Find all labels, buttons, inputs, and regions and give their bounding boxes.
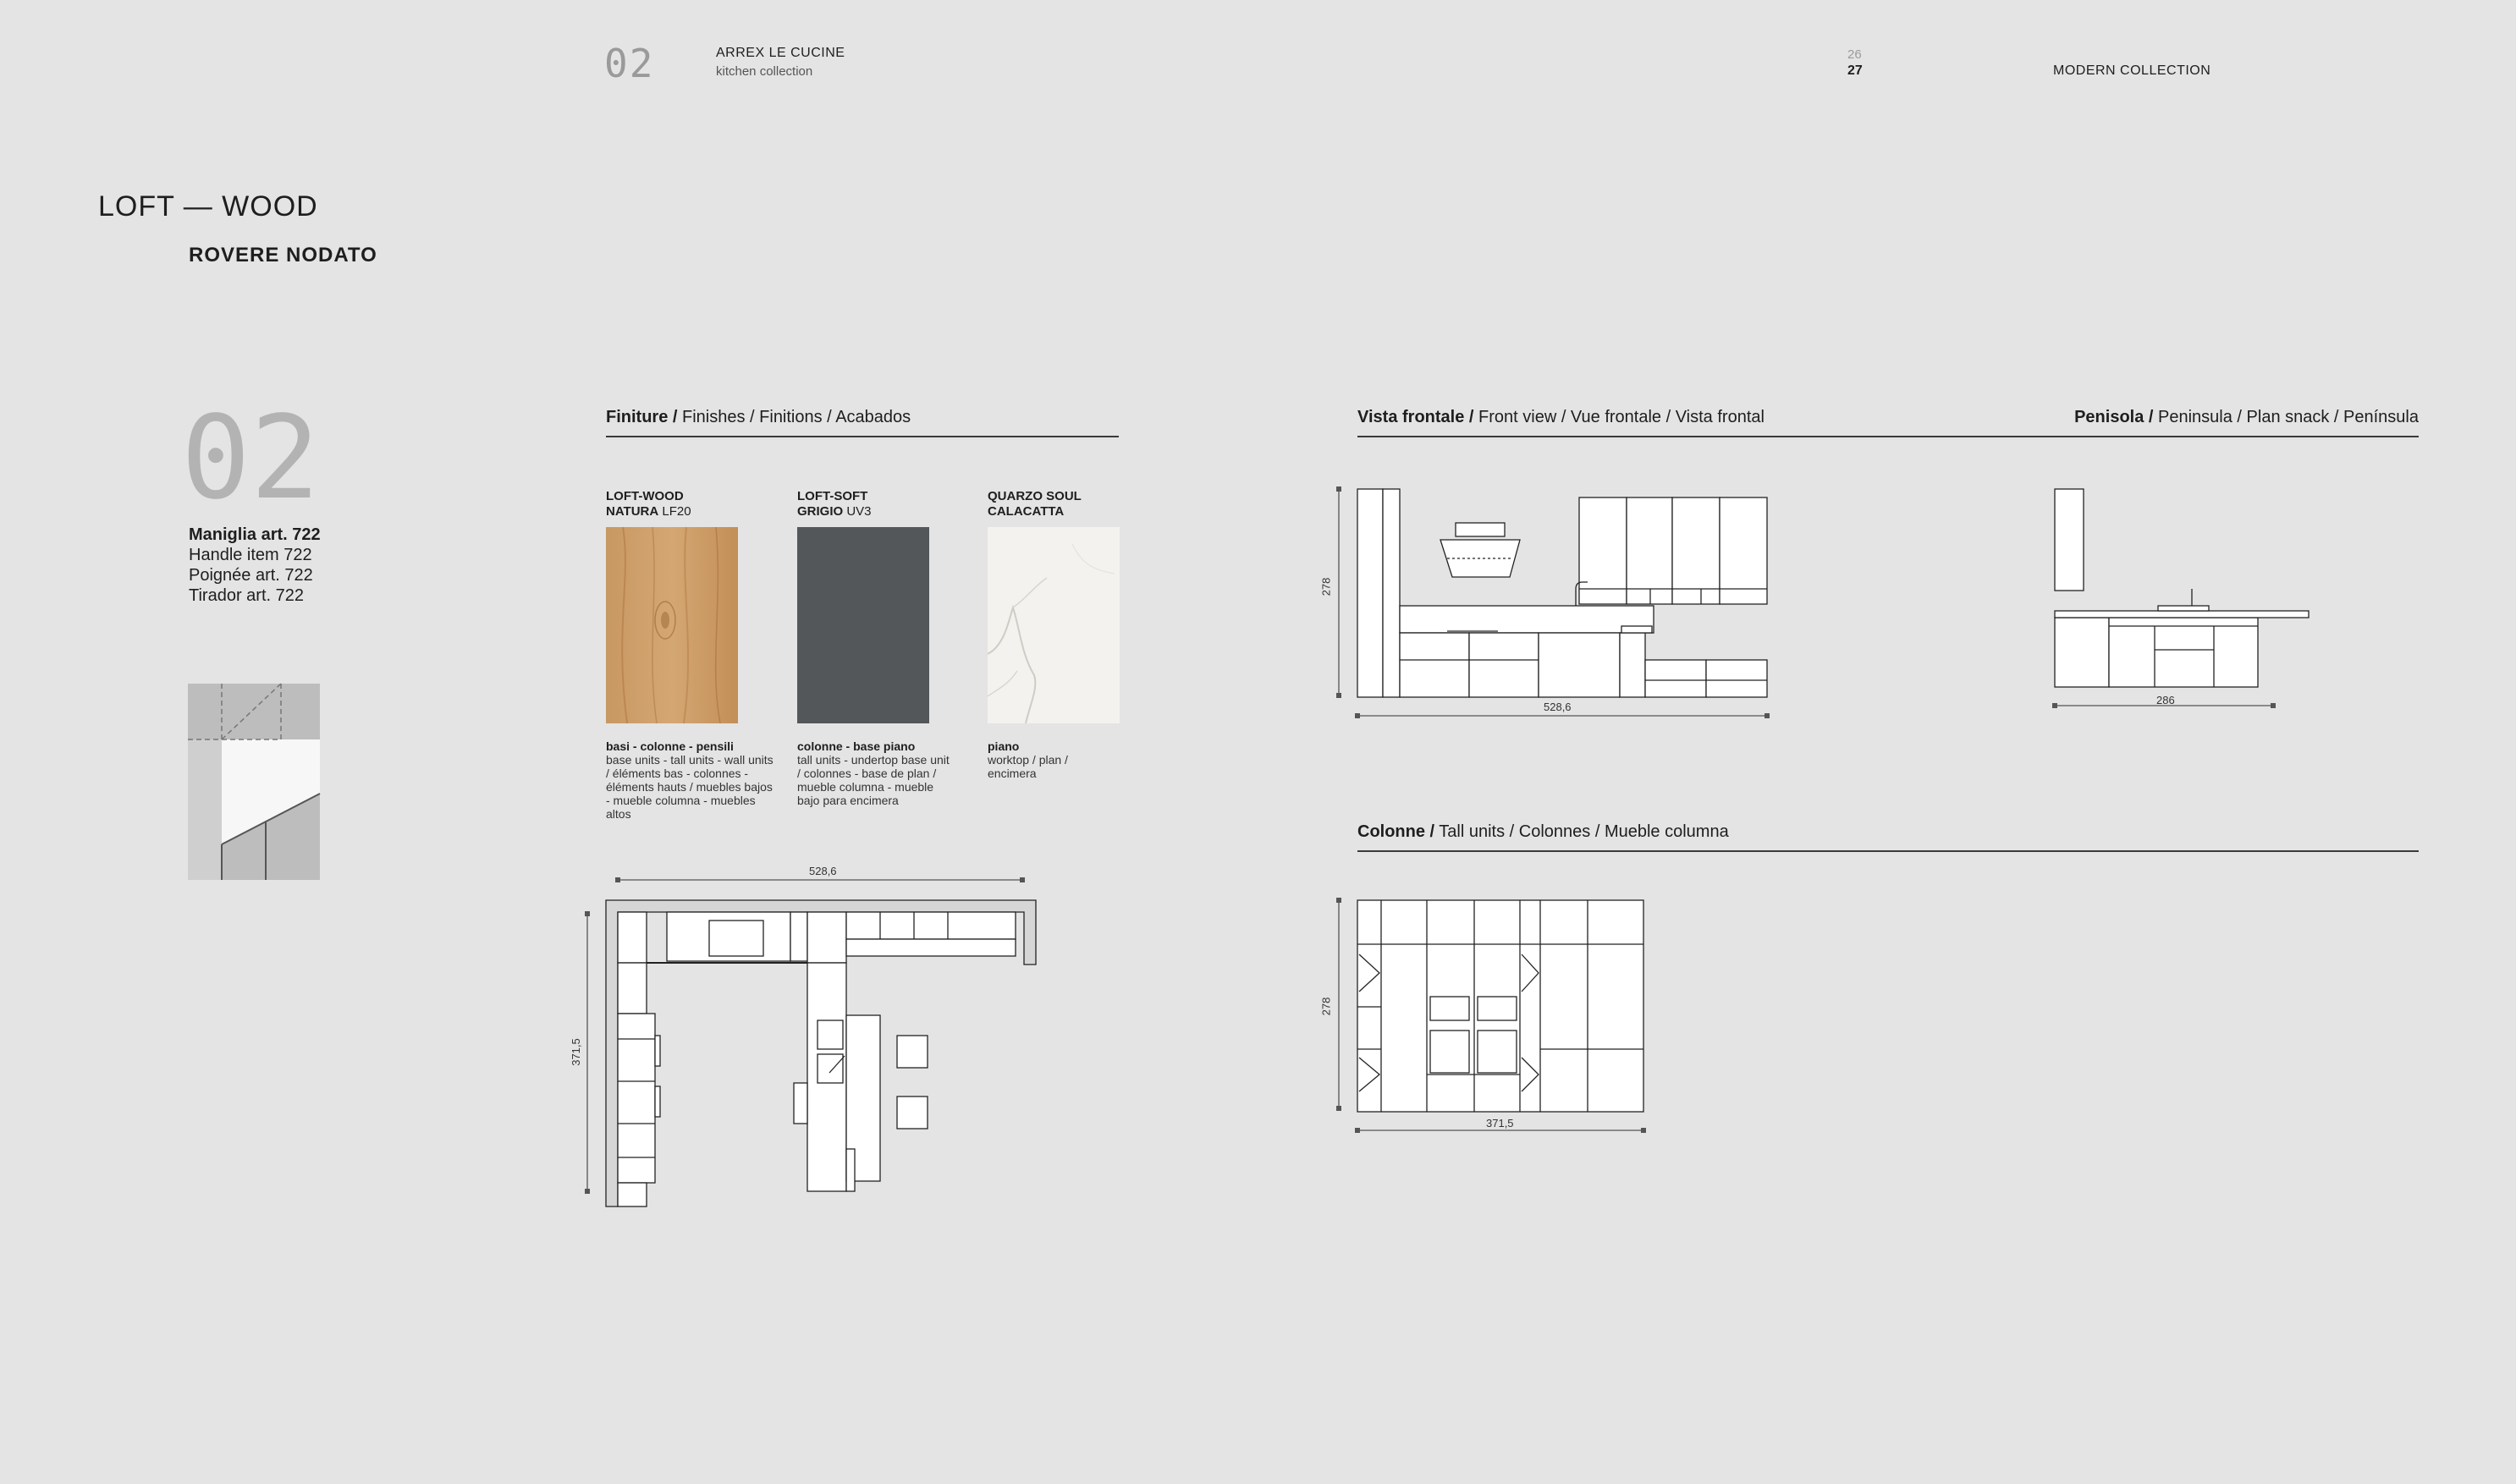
finishes-heading-bold: Finiture / (606, 408, 678, 426)
finish-name-bold: GRIGIO (797, 504, 844, 519)
section-number: 02 (604, 41, 655, 86)
finish-desc-bold: piano (988, 739, 1020, 753)
finish-desc-bold: colonne - base piano (797, 739, 916, 753)
front-view-heading (1357, 408, 2043, 437)
plan-view-drawing (575, 870, 1049, 1208)
finish-name: QUARZO SOUL (988, 489, 1082, 503)
finish-desc-grey (797, 739, 950, 807)
page-number-left: 26 (1847, 47, 1862, 62)
page-subtitle: ROVERE NODATO (189, 244, 377, 267)
quartz-swatch (988, 527, 1120, 723)
handle-detail-illustration (188, 684, 320, 880)
peninsula-width-dim: 286 (2156, 694, 2175, 706)
front-width-dim: 528,6 (1544, 701, 1572, 713)
variant-number: 02 (181, 392, 320, 525)
tall-width-dim: 371,5 (1486, 1117, 1514, 1129)
finish-desc-text: tall units - undertop base unit / colonnes - base de plan / mueble columna - mueble bajo para encimera (797, 753, 950, 807)
finish-name-bold: NATURA (606, 504, 659, 519)
collection-label: MODERN COLLECTION (2053, 63, 2211, 78)
finish-desc-wood (606, 739, 775, 821)
handle-line: Poignée art. 722 (189, 566, 313, 585)
finish-label-quartz (988, 489, 1082, 519)
page-number-right: 27 (1847, 63, 1863, 78)
finishes-heading (606, 408, 1119, 437)
plan-depth-dim: 371,5 (569, 1038, 582, 1066)
handle-primary: Maniglia art. 722 (189, 525, 321, 544)
wood-swatch (606, 527, 738, 723)
grey-swatch (797, 527, 929, 723)
brand-subtitle: kitchen collection (716, 64, 813, 79)
finish-desc-text: base units - tall units - wall units / éléments bas - colonnes - éléments hauts / muebles bajos - mueble columna - muebles altos (606, 753, 774, 821)
finish-label-wood (606, 489, 691, 519)
front-height-dim: 278 (1319, 577, 1333, 596)
peninsula-drawing (2040, 482, 2310, 728)
front-view-heading-bold: Vista frontale / (1357, 408, 1474, 426)
page-title: LOFT — WOOD (98, 190, 318, 223)
handle-line: Handle item 722 (189, 546, 312, 564)
handle-line: Tirador art. 722 (189, 586, 304, 605)
front-view-heading-rest: Front view / Vue frontale / Vista frontal (1473, 408, 1765, 426)
finishes-heading-rest: Finishes / Finitions / Acabados (677, 408, 911, 426)
brand-name: ARREX LE CUCINE (716, 46, 845, 60)
finish-desc-bold: basi - colonne - pensili (606, 739, 734, 753)
finish-name: LOFT-WOOD (606, 489, 684, 503)
finish-desc-quartz (988, 739, 1089, 780)
finish-name-bold: CALACATTA (988, 504, 1065, 519)
finish-code: UV3 (843, 504, 872, 519)
finish-label-grey (797, 489, 872, 519)
tall-units-heading-rest: Tall units / Colonnes / Mueble columna (1434, 822, 1729, 841)
tall-units-heading-bold: Colonne / (1357, 822, 1435, 841)
handle-info (189, 525, 321, 606)
tall-units-heading (1357, 822, 2419, 852)
front-elevation-drawing (1329, 482, 1786, 728)
tall-height-dim: 278 (1319, 997, 1333, 1016)
tall-units-drawing (1329, 897, 1650, 1142)
plan-width-dim: 528,6 (809, 865, 837, 877)
peninsula-heading-rest: Peninsula / Plan snack / Península (2153, 408, 2419, 426)
peninsula-heading-bold: Penisola / (2074, 408, 2154, 426)
finish-name: LOFT-SOFT (797, 489, 868, 503)
peninsula-heading (2043, 408, 2419, 437)
finish-code: LF20 (658, 504, 691, 519)
finish-desc-text: worktop / plan / encimera (988, 753, 1068, 780)
